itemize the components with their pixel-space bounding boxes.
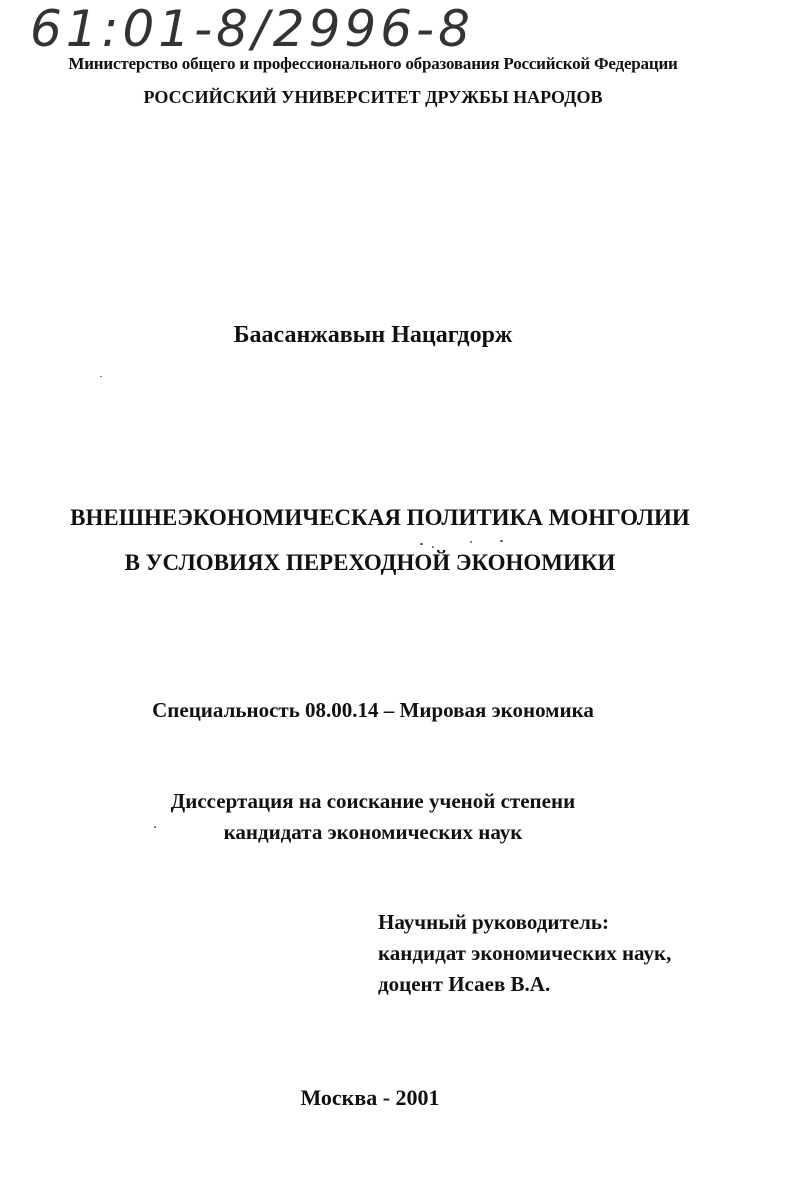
university-name: РОССИЙСКИЙ УНИВЕРСИТЕТ ДРУЖБЫ НАРОДОВ xyxy=(143,87,603,107)
handwritten-archive-mark xyxy=(30,0,600,56)
archive-mark-text: 61:01-8/2996-8 xyxy=(30,0,474,56)
dissertation-degree-line-1: Диссертация на соискание ученой степени xyxy=(170,789,576,813)
scan-speck xyxy=(500,540,503,542)
scan-speck xyxy=(432,546,434,548)
ministry-name: Министерство общего и профессионального образования Российской Федерации xyxy=(68,54,678,73)
city-year: Москва - 2001 xyxy=(300,1085,440,1110)
scan-speck xyxy=(420,543,423,545)
scan-speck xyxy=(470,541,472,543)
scan-speck xyxy=(100,376,102,377)
dissertation-degree-line-2: кандидата экономических наук xyxy=(223,820,523,844)
author-name: Баасанжавын Нацагдорж xyxy=(233,322,513,348)
thesis-title-line-1: ВНЕШНЕЭКОНОМИЧЕСКАЯ ПОЛИТИКА МОНГОЛИИ xyxy=(70,505,690,530)
supervisor-degree: кандидат экономических наук, xyxy=(378,941,672,965)
supervisor-name: доцент Исаев В.А. xyxy=(378,972,551,996)
scan-speck xyxy=(154,826,156,828)
supervisor-label: Научный руководитель: xyxy=(378,910,609,934)
supervisor-block xyxy=(378,907,671,1000)
thesis-title-line-2: В УСЛОВИЯХ ПЕРЕХОДНОЙ ЭКОНОМИКИ xyxy=(124,550,616,575)
specialty: Специальность 08.00.14 – Мировая экономика xyxy=(152,698,594,722)
